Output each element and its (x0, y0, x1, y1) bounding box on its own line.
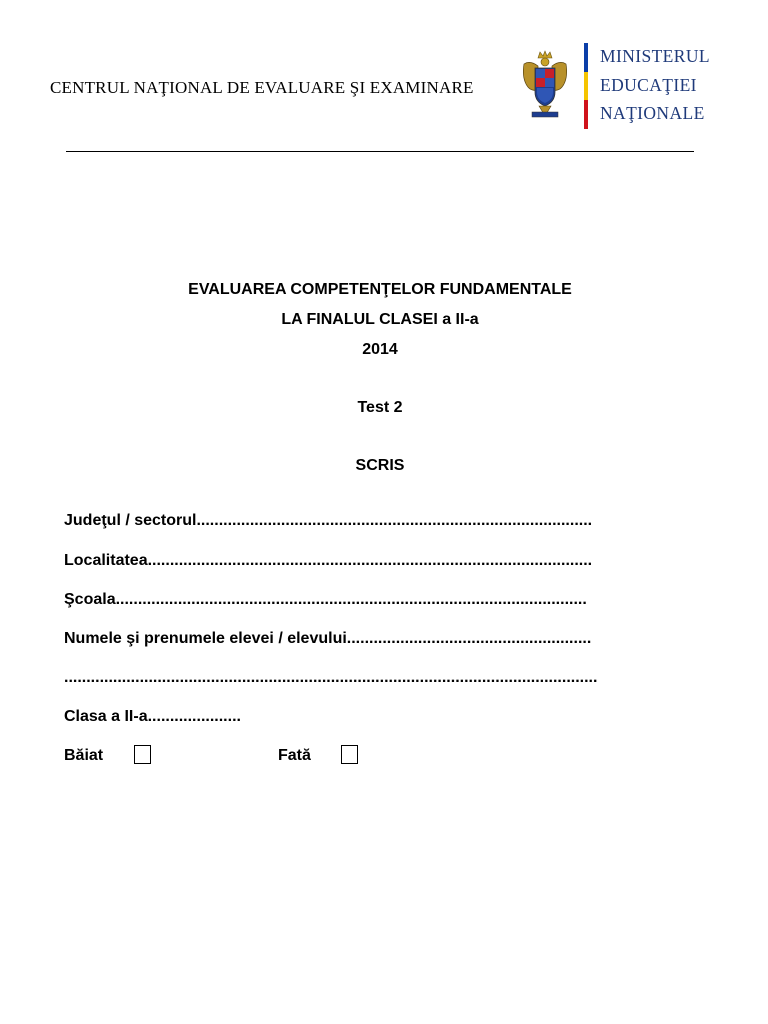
header-divider (66, 151, 694, 152)
ministry-line-2: EDUCAŢIEI (600, 74, 697, 95)
boy-label: Băiat (64, 747, 104, 764)
ministry-line-3: NAŢIONALE (600, 103, 705, 123)
locality-field[interactable]: Localitatea.................................................................................................... (64, 552, 593, 569)
section-title: SCRIS (355, 457, 405, 474)
organization-name: CENTRUL NAŢIONAL DE EVALUARE ŞI EXAMINARE (50, 78, 474, 97)
test-number: Test 2 (357, 399, 403, 416)
title-year: 2014 (362, 341, 398, 358)
boy-checkbox[interactable] (134, 745, 151, 764)
ministry-name (600, 42, 710, 128)
class-field[interactable]: Clasa a II-a..................... (64, 708, 241, 725)
county-field[interactable]: Judeţul / sectorul......................................................................................... (64, 512, 593, 529)
title-line-1: EVALUAREA COMPETENŢELOR FUNDAMENTALE (188, 281, 572, 298)
girl-label: Fată (278, 747, 311, 764)
title-line-2: LA FINALUL CLASEI a II-a (281, 311, 479, 328)
girl-checkbox[interactable] (341, 745, 358, 764)
ministry-line-1: MINISTERUL (600, 46, 710, 66)
romanian-coat-of-arms-icon (520, 50, 570, 122)
document-header (0, 0, 768, 160)
student-name-continuation-field[interactable]: ........................................................................................................................ (64, 669, 598, 686)
student-name-field[interactable]: Numele şi prenumele elevei / elevului....................................................... (64, 630, 592, 647)
tricolor-flag-bar (584, 43, 588, 129)
school-field[interactable]: Şcoala.......................................................................................................... (64, 591, 587, 608)
